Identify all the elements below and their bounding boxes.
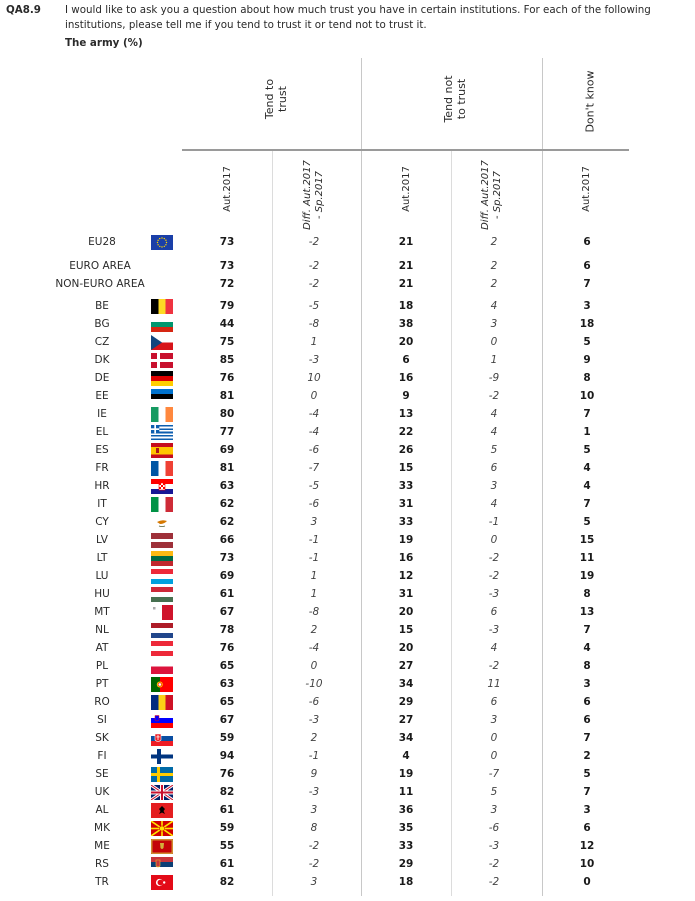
row-label: HR [94,480,110,492]
table-row [0,820,695,838]
cell-not-trust: 9 [402,390,410,402]
cell-trust: 82 [219,786,235,798]
cell-trust: 59 [219,732,235,744]
cell-not-trust: 16 [398,372,414,384]
cell-trust: 69 [219,444,235,456]
cell-trust-diff: -6 [308,444,320,456]
table-row [0,276,695,294]
flag-dk-icon [151,353,173,368]
column-header-trust: Aut.2017 [222,166,233,212]
row-label: TR [95,876,109,888]
cell-not-trust: 16 [398,552,414,564]
flag-lt-icon [151,551,173,566]
row-label: SE [95,768,109,780]
cell-dont-know: 7 [583,732,591,744]
flag-ro-icon [151,695,173,710]
flag-nl-icon [151,623,173,638]
group-label-trust: Tend to trust [263,78,289,120]
cell-trust-diff: -1 [308,750,320,762]
cell-not-trust: 33 [398,480,414,492]
cell-trust: 82 [219,876,235,888]
table-subtitle: The army (%) [65,37,143,49]
cell-trust-diff: -7 [308,462,320,474]
cell-trust: 85 [219,354,235,366]
row-label: BG [94,318,110,330]
row-label: MK [94,822,110,834]
cell-trust-diff: -5 [308,300,320,312]
cell-dont-know: 7 [583,624,591,636]
cell-trust: 61 [219,588,235,600]
cell-not-trust: 29 [398,858,414,870]
flag-fr-icon [151,461,173,476]
cell-not-trust: 19 [398,534,414,546]
cell-not-trust-diff: 0 [490,534,498,546]
table-row [0,766,695,784]
flag-ie-icon [151,407,173,422]
cell-dont-know: 6 [583,260,591,272]
row-label: LU [95,570,109,582]
table-row [0,460,695,478]
cell-trust-diff: -3 [308,354,320,366]
cell-not-trust-diff: 6 [490,606,498,618]
row-label: DK [94,354,110,366]
row-label: UK [94,786,110,798]
cell-not-trust-diff: 3 [490,804,498,816]
cell-not-trust: 12 [398,570,414,582]
cell-trust-diff: -1 [308,534,320,546]
flag-ee-icon [151,389,173,404]
row-label: PT [95,678,109,690]
flag-se-icon [151,767,173,782]
cell-trust: 72 [219,278,235,290]
flag-bg-icon [151,317,173,332]
cell-trust-diff: 8 [310,822,318,834]
cell-not-trust: 34 [398,678,414,690]
flag-eu-icon [151,235,173,250]
cell-trust-diff: -2 [308,858,320,870]
cell-not-trust-diff: -1 [488,516,500,528]
flag-pt-icon [151,677,173,692]
table-row [0,568,695,586]
cell-not-trust-diff: 2 [490,236,498,248]
table-row [0,258,695,276]
cell-not-trust: 22 [398,426,414,438]
cell-trust: 63 [219,678,235,690]
cell-not-trust-diff: 4 [490,300,498,312]
cell-not-trust: 33 [398,840,414,852]
cell-not-trust-diff: -3 [488,588,500,600]
cell-not-trust-diff: -2 [488,570,500,582]
cell-trust-diff: 3 [310,876,318,888]
cell-not-trust: 26 [398,444,414,456]
cell-trust: 73 [219,236,235,248]
cell-dont-know: 5 [583,516,591,528]
row-label: IE [97,408,107,420]
table-row [0,874,695,892]
cell-not-trust-diff: 4 [490,426,498,438]
row-label: RS [95,858,109,870]
row-label: NL [95,624,109,636]
cell-dont-know: 6 [583,236,591,248]
cell-not-trust: 29 [398,696,414,708]
cell-trust-diff: 10 [307,372,321,384]
cell-trust-diff: 1 [310,570,318,582]
cell-not-trust: 21 [398,260,414,272]
table-row [0,802,695,820]
cell-dont-know: 13 [579,606,595,618]
row-label: CY [95,516,109,528]
cell-trust-diff: -6 [308,696,320,708]
table-row [0,730,695,748]
table-row [0,694,695,712]
row-label: EU28 [88,236,116,248]
question-text: I would like to ask you a question about how much trust you have in certain institutions. For each of the following institutions, please tell me if you tend to trust it or tend not to trust it. [65,4,651,31]
flag-cz-icon [151,335,173,350]
cell-not-trust: 27 [398,660,414,672]
cell-not-trust-diff: -7 [488,768,500,780]
flag-at-icon [151,641,173,656]
cell-not-trust-diff: -3 [488,840,500,852]
cell-not-trust-diff: -2 [488,876,500,888]
cell-not-trust: 13 [398,408,414,420]
row-label: FI [97,750,107,762]
cell-trust: 73 [219,260,235,272]
flag-de-icon [151,371,173,386]
table-row [0,334,695,352]
flag-mk-icon [151,821,173,836]
cell-not-trust: 36 [398,804,414,816]
cell-not-trust-diff: -6 [488,822,500,834]
cell-not-trust: 20 [398,336,414,348]
cell-not-trust: 15 [398,624,414,636]
row-label: CZ [94,336,110,348]
cell-dont-know: 18 [579,318,595,330]
cell-not-trust-diff: 5 [490,444,498,456]
cell-not-trust-diff: -2 [488,858,500,870]
flag-uk-icon [151,785,173,800]
cell-trust-diff: -2 [308,236,320,248]
cell-not-trust: 4 [402,750,410,762]
cell-dont-know: 3 [583,804,591,816]
cell-not-trust-diff: 4 [490,498,498,510]
cell-dont-know: 10 [579,390,595,402]
row-label: HU [94,588,110,600]
cell-not-trust-diff: 2 [490,278,498,290]
row-label: AT [95,642,109,654]
cell-dont-know: 0 [583,876,591,888]
cell-trust: 76 [219,372,235,384]
cell-trust-diff: -2 [308,840,320,852]
cell-not-trust: 18 [398,300,414,312]
cell-dont-know: 8 [583,372,591,384]
cell-not-trust-diff: 4 [490,408,498,420]
cell-not-trust-diff: 2 [490,260,498,272]
flag-mt-icon [151,605,173,620]
cell-trust: 73 [219,552,235,564]
cell-trust: 61 [219,858,235,870]
table-row [0,514,695,532]
cell-trust: 66 [219,534,235,546]
flag-el-icon [151,425,173,440]
flag-hu-icon [151,587,173,602]
cell-trust: 65 [219,696,235,708]
flag-lv-icon [151,533,173,548]
cell-not-trust-diff: -3 [488,624,500,636]
cell-trust-diff: 1 [310,588,318,600]
cell-not-trust: 15 [398,462,414,474]
cell-trust: 79 [219,300,235,312]
cell-dont-know: 7 [583,278,591,290]
cell-dont-know: 1 [583,426,591,438]
cell-trust: 69 [219,570,235,582]
table-row [0,388,695,406]
table-row [0,550,695,568]
cell-not-trust: 19 [398,768,414,780]
cell-trust-diff: -4 [308,408,320,420]
cell-trust: 77 [219,426,235,438]
column-header-not-trust: Aut.2017 [401,166,412,212]
cell-trust: 62 [219,498,235,510]
cell-trust-diff: -8 [308,318,320,330]
cell-not-trust: 21 [398,236,414,248]
cell-trust: 65 [219,660,235,672]
flag-it-icon [151,497,173,512]
cell-trust-diff: -3 [308,714,320,726]
flag-sk-icon [151,731,173,746]
cell-not-trust: 27 [398,714,414,726]
table-row [0,676,695,694]
cell-trust-diff: -4 [308,642,320,654]
cell-not-trust-diff: 3 [490,714,498,726]
cell-trust-diff: 1 [310,336,318,348]
cell-not-trust: 31 [398,498,414,510]
row-label: SK [95,732,109,744]
cell-not-trust: 34 [398,732,414,744]
cell-dont-know: 10 [579,858,595,870]
cell-not-trust: 21 [398,278,414,290]
flag-pl-icon [151,659,173,674]
row-label: EE [95,390,109,402]
flag-cy-icon [151,515,173,530]
cell-not-trust-diff: 5 [490,786,498,798]
column-header-not-trust-diff: Diff. Aut.2017 - Sp.2017 [480,160,503,230]
cell-trust-diff: 3 [310,804,318,816]
flag-es-icon [151,443,173,458]
row-label: SI [97,714,107,726]
cell-dont-know: 11 [579,552,595,564]
cell-dont-know: 5 [583,768,591,780]
cell-trust-diff: 2 [310,732,318,744]
cell-dont-know: 8 [583,588,591,600]
table-row [0,496,695,514]
cell-trust-diff: 3 [310,516,318,528]
cell-trust-diff: -3 [308,786,320,798]
cell-dont-know: 9 [583,354,591,366]
cell-trust-diff: -1 [308,552,320,564]
table-row [0,370,695,388]
table-row [0,640,695,658]
cell-not-trust-diff: 4 [490,642,498,654]
cell-not-trust: 20 [398,642,414,654]
cell-not-trust-diff: -2 [488,660,500,672]
column-header-dont-know: Aut.2017 [581,166,592,212]
row-label: ES [95,444,109,456]
cell-dont-know: 8 [583,660,591,672]
table-row [0,298,695,316]
cell-trust: 62 [219,516,235,528]
table-row [0,478,695,496]
cell-trust-diff: 0 [310,390,318,402]
row-label: DE [94,372,110,384]
flag-be-icon [151,299,173,314]
cell-trust-diff: 2 [310,624,318,636]
column-header-trust-diff: Diff. Aut.2017 - Sp.2017 [302,160,325,230]
row-label: AL [95,804,109,816]
cell-trust-diff: -2 [308,260,320,272]
cell-not-trust-diff: 3 [490,318,498,330]
row-label: NON-EURO AREA [55,278,145,290]
cell-not-trust-diff: 0 [490,750,498,762]
cell-not-trust-diff: 3 [490,480,498,492]
cell-trust-diff: -5 [308,480,320,492]
row-label: BE [95,300,109,312]
cell-trust: 55 [219,840,235,852]
cell-dont-know: 5 [583,444,591,456]
cell-not-trust-diff: -9 [488,372,500,384]
cell-trust-diff: -8 [308,606,320,618]
cell-trust: 61 [219,804,235,816]
cell-not-trust: 35 [398,822,414,834]
cell-trust: 75 [219,336,235,348]
cell-dont-know: 7 [583,408,591,420]
cell-dont-know: 6 [583,714,591,726]
cell-not-trust-diff: 6 [490,696,498,708]
row-label: EL [95,426,109,438]
cell-trust-diff: -10 [305,678,323,690]
row-label: PL [95,660,109,672]
cell-trust-diff: -6 [308,498,320,510]
cell-dont-know: 12 [579,840,595,852]
table-row [0,586,695,604]
cell-trust-diff: -2 [308,278,320,290]
table-row [0,604,695,622]
table-row [0,748,695,766]
table-row [0,424,695,442]
flag-tr-icon [151,875,173,890]
cell-trust: 63 [219,480,235,492]
cell-trust-diff: 9 [310,768,318,780]
cell-trust-diff: -4 [308,426,320,438]
table-row [0,784,695,802]
flag-rs-icon [151,857,173,872]
group-label-not-trust: Tend not to trust [442,75,468,123]
cell-dont-know: 6 [583,822,591,834]
table-row [0,856,695,874]
cell-dont-know: 19 [579,570,595,582]
cell-dont-know: 3 [583,300,591,312]
cell-not-trust: 31 [398,588,414,600]
cell-trust: 81 [219,462,235,474]
table-row [0,442,695,460]
cell-trust: 59 [219,822,235,834]
cell-trust: 94 [219,750,235,762]
cell-not-trust: 20 [398,606,414,618]
cell-not-trust: 18 [398,876,414,888]
row-label: FR [95,462,109,474]
cell-not-trust: 33 [398,516,414,528]
cell-trust-diff: 0 [310,660,318,672]
cell-dont-know: 4 [583,462,591,474]
row-label: ME [94,840,110,852]
table-row [0,532,695,550]
flag-fi-icon [151,749,173,764]
cell-not-trust-diff: 0 [490,732,498,744]
table-row [0,316,695,334]
cell-dont-know: 4 [583,480,591,492]
cell-trust: 76 [219,768,235,780]
row-label: MT [94,606,110,618]
table-row [0,352,695,370]
table-row [0,838,695,856]
table-row [0,234,695,252]
flag-me-icon [151,839,173,854]
cell-trust: 80 [219,408,235,420]
cell-trust: 67 [219,714,235,726]
cell-dont-know: 6 [583,696,591,708]
cell-trust: 81 [219,390,235,402]
cell-not-trust-diff: 6 [490,462,498,474]
row-label: LT [96,552,108,564]
cell-not-trust: 38 [398,318,414,330]
cell-not-trust-diff: 1 [490,354,498,366]
cell-not-trust-diff: -2 [488,390,500,402]
cell-trust: 67 [219,606,235,618]
cell-not-trust-diff: 0 [490,336,498,348]
table-row [0,622,695,640]
row-label: EURO AREA [69,260,131,272]
cell-dont-know: 4 [583,642,591,654]
flag-si-icon [151,713,173,728]
question-id: QA8.9 [6,4,41,16]
cell-dont-know: 3 [583,678,591,690]
cell-trust: 78 [219,624,235,636]
cell-not-trust-diff: 11 [487,678,501,690]
cell-dont-know: 2 [583,750,591,762]
cell-trust: 76 [219,642,235,654]
cell-dont-know: 15 [579,534,595,546]
cell-not-trust: 6 [402,354,410,366]
flag-al-icon [151,803,173,818]
cell-dont-know: 7 [583,498,591,510]
cell-dont-know: 7 [583,786,591,798]
row-label: LV [96,534,108,546]
table-row [0,658,695,676]
row-label: RO [94,696,110,708]
flag-hr-icon [151,479,173,494]
cell-dont-know: 5 [583,336,591,348]
flag-lu-icon [151,569,173,584]
row-label: IT [97,498,107,510]
cell-not-trust-diff: -2 [488,552,500,564]
table-row [0,406,695,424]
cell-trust: 44 [219,318,235,330]
group-label-dont-know: Don't know [583,70,597,133]
table-row [0,712,695,730]
cell-not-trust: 11 [398,786,414,798]
